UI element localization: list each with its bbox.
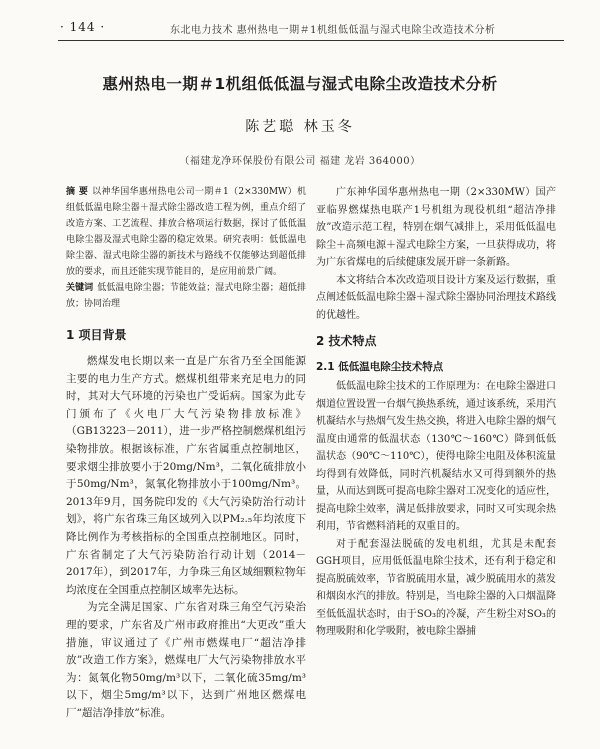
affiliation: （福建龙净环保股份有限公司 福建 龙岩 364000） xyxy=(179,156,421,167)
subsection-heading: 2.1 低低温电除尘技术特点 xyxy=(316,361,444,373)
abstract-label: 摘 要 xyxy=(66,187,89,197)
paragraph: 对于配套湿法脱硫的发电机组，尤其是未配套GGH项目，应用低低温电除尘技术，还有利于稳定和提高脱硫效率，节省脱硫用水量，减少脱硫用水的蒸发和烟囱水汽的排放。特别是，当电除尘器的入口烟温降至低低温状态时，由于SO₃的冷凝，产生粉尘对SO₃的物理吸附和化学吸附，被电除尘器捕 xyxy=(316,538,556,637)
keywords-label: 关键词 xyxy=(66,283,94,293)
running-head: 东北电力技术 惠州热电一期＃1机组低低温与湿式电除尘改造技术分析 xyxy=(170,25,496,36)
page-header xyxy=(0,0,600,46)
authors: 陈艺聪 林玉冬 xyxy=(245,119,355,135)
paragraph: 燃煤发电长期以来一直是广东省乃至全国能源主要的电力生产方式。燃煤机组带来充足电力的同时，其对大气环境的污染也广受诟病。国家为此专门颁布了《火电厂大气污染物排放标准》（GB13223－2011），进一步严格控制燃煤机组污染物排放。根据该标准，广东省属重点控制地区，要求烟尘排放要小于20mg/Nm³，二氧化硫排放小于50mg/Nm³，氮氧化物排放小于100mg/Nm³。2013年9月，国务院印发的《大气污染防治行动计划》，将广东省珠三角区域列入以PM₂.₅年均浓度下降比例作为考核指标的全国重点控制地区。同时，广东省制定了大气污染防治行动计划（2014－2017年），到2017年，力争珠三角区域细颗粒物年均浓度在全国重点控制区域率先达标。 xyxy=(66,355,306,596)
paragraph: 本文将结合本次改造项目设计方案及运行数据，重点阐述低低温电除尘器＋湿式除尘器协同治理技术路线的优越性。 xyxy=(316,274,556,321)
section-heading-features: 2 技术特点 xyxy=(316,334,377,348)
paragraph: 为完全满足国家、广东省对珠三角空气污染治理的要求，广东省及广州市政府推出“大更改”重大措施，审议通过了《广州市燃煤电厂“超洁净排放”改造工作方案》，燃煤电厂大气污染物排放水平为：氮氧化物50mg/m³以下，二氧化硫35mg/m³以下，烟尘5mg/m³以下，达到广州地区燃煤电厂“超洁净排放”标准。 xyxy=(66,601,306,719)
abstract-text: 以神华国华惠州热电公司一期＃1（2×330MW）机组低低温电除尘器＋湿式除尘器改造工程为例，重点介绍了改造方案、工艺流程、排放合格项运行数据，探讨了低低温电除尘器及湿式电除尘器的稳定效果。研究表明：低低温电除尘器、湿式电除尘器的新技术与路线不仅能够达到超低排放的要求，而且还能实现节能目的，是应用前景广阔。 xyxy=(66,187,306,277)
paragraph: 低低温电除尘技术的工作原理为：在电除尘器进口烟道位置设置一台烟气换热系统，通过该系统，采用汽机凝结水与热烟气发生热交换，将进入电除尘器的烟气温度由通常的低温状态（130℃～160℃）降到低低温状态（90℃～110℃），使得电除尘电阻及体积流量均得到有效降低，同时汽机凝结水又可得到额外的热量，从而达到既可提高电除尘器对工况变化的适应性，提高电除尘效率，满足低排放要求，同时又可实现余热利用，节省燃料消耗的双重目的。 xyxy=(316,381,556,532)
keywords xyxy=(66,280,306,312)
header-rule xyxy=(58,40,564,41)
section-heading-background: 1 项目背景 xyxy=(66,328,127,342)
paragraph: 广东神华国华惠州热电一期（2×330MW）国产亚临界燃煤热电联产1号机组为现役机组“超洁净排放”改造示范工程，特别在烟气减排上，采用低低温电除尘＋高频电源＋湿式电除尘方案，一旦获得成功，将为广东省煤电的后续健康发展开辟一条新路。 xyxy=(316,187,556,268)
left-column xyxy=(66,184,306,722)
keywords-text: 低低温电除尘器；节能效益；湿式电除尘器；超低排放；协同治理 xyxy=(66,283,306,309)
page-number: · 144 · xyxy=(60,20,106,34)
article-title: 惠州热电一期＃1机组低低温与湿式电除尘改造技术分析 xyxy=(102,75,498,93)
abstract xyxy=(66,184,306,280)
right-column xyxy=(316,184,556,641)
